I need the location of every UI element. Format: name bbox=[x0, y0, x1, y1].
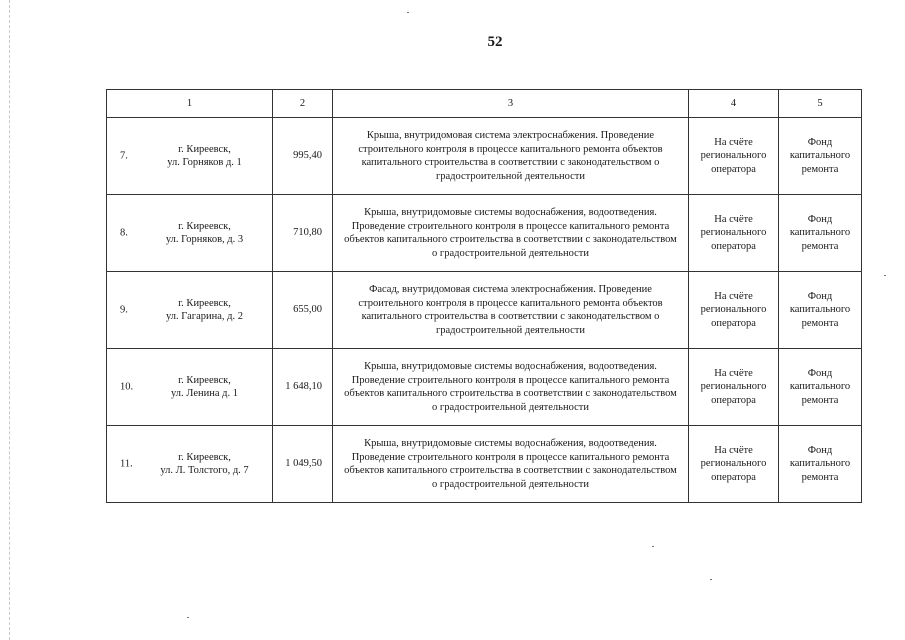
row-number: 9. bbox=[120, 304, 128, 316]
owner-line: регионального bbox=[700, 381, 767, 393]
cost-cell: 995,40 bbox=[273, 118, 333, 195]
work-description-cell: Крыша, внутридомовые системы водоснабжения, водоотведения. Проведение строительного контроля в процессе капитального ремонта объектов капитального строительства в соответствии с законодательством о градостроительной деятельности bbox=[333, 426, 689, 503]
column-header: 4 bbox=[689, 90, 779, 118]
table-row bbox=[107, 118, 862, 195]
fund-line: ремонта bbox=[801, 471, 839, 483]
address-cell bbox=[107, 272, 273, 349]
owner-line: На счёте bbox=[714, 290, 753, 302]
fund-line: капитального bbox=[789, 304, 851, 316]
work-description-cell: Фасад, внутридомовая система электроснабжения. Проведение строительного контроля в процессе капитального ремонта объектов капитального строительства в соответствии с законодательством о градостроительной деятельности bbox=[333, 272, 689, 349]
address-street: ул. Горняков д. 1 bbox=[167, 157, 242, 168]
row-number: 11. bbox=[120, 458, 133, 470]
fund-line: Фонд bbox=[807, 444, 833, 456]
address-cell bbox=[107, 426, 273, 503]
owner-line: оператора bbox=[711, 240, 756, 252]
fund-line: капитального bbox=[789, 227, 851, 239]
address-cell bbox=[107, 195, 273, 272]
scan-speck bbox=[407, 12, 409, 13]
work-description-cell: Крыша, внутридомовая система электроснабжения. Проведение строительного контроля в процессе капитального ремонта объектов капитального строительства в соответствии с законодательством о градостроительной деятельности bbox=[333, 118, 689, 195]
fund-line: капитального bbox=[789, 458, 851, 470]
address-street: ул. Ленина д. 1 bbox=[171, 388, 238, 399]
account-owner-cell bbox=[689, 349, 779, 426]
owner-line: На счёте bbox=[714, 444, 753, 456]
address-cell bbox=[107, 118, 273, 195]
owner-line: оператора bbox=[711, 471, 756, 483]
table-row bbox=[107, 426, 862, 503]
work-description-cell: Крыша, внутридомовые системы водоснабжения, водоотведения. Проведение строительного контроля в процессе капитального ремонта объектов капитального строительства в соответствии с законодательством о градостроительной деятельности bbox=[333, 195, 689, 272]
table-header-row bbox=[107, 90, 862, 118]
scan-speck bbox=[884, 275, 886, 276]
column-header: 5 bbox=[779, 90, 862, 118]
owner-line: оператора bbox=[711, 163, 756, 175]
fund-line: капитального bbox=[789, 381, 851, 393]
owner-line: оператора bbox=[711, 394, 756, 406]
scan-edge-line bbox=[9, 0, 10, 640]
cost-cell: 710,80 bbox=[273, 195, 333, 272]
row-number: 7. bbox=[120, 150, 128, 162]
column-header: 3 bbox=[333, 90, 689, 118]
owner-line: регионального bbox=[700, 458, 767, 470]
scan-speck bbox=[710, 579, 712, 580]
address-city: г. Киреевск, bbox=[178, 220, 231, 232]
scan-speck bbox=[187, 617, 189, 618]
fund-line: ремонта bbox=[801, 394, 839, 406]
fund-line: ремонта bbox=[801, 317, 839, 329]
fund-source-cell bbox=[779, 349, 862, 426]
address-cell bbox=[107, 349, 273, 426]
table-row bbox=[107, 195, 862, 272]
fund-line: капитального bbox=[789, 150, 851, 162]
cost-cell: 655,00 bbox=[273, 272, 333, 349]
repair-works-table bbox=[106, 89, 862, 503]
address-street: ул. Л. Толстого, д. 7 bbox=[160, 465, 249, 476]
fund-source-cell bbox=[779, 195, 862, 272]
fund-source-cell bbox=[779, 272, 862, 349]
owner-line: регионального bbox=[700, 304, 767, 316]
address-street: ул. Гагарина, д. 2 bbox=[166, 311, 243, 322]
address-city: г. Киреевск, bbox=[178, 374, 231, 386]
cost-cell: 1 049,50 bbox=[273, 426, 333, 503]
owner-line: оператора bbox=[711, 317, 756, 329]
account-owner-cell bbox=[689, 118, 779, 195]
address-city: г. Киреевск, bbox=[178, 143, 231, 155]
table-row bbox=[107, 272, 862, 349]
fund-line: Фонд bbox=[807, 290, 833, 302]
scan-speck bbox=[652, 546, 654, 547]
owner-line: На счёте bbox=[714, 213, 753, 225]
page-number: 52 bbox=[487, 34, 503, 50]
table-row bbox=[107, 349, 862, 426]
owner-line: На счёте bbox=[714, 136, 753, 148]
owner-line: На счёте bbox=[714, 367, 753, 379]
fund-line: ремонта bbox=[801, 163, 839, 175]
column-header: 2 bbox=[273, 90, 333, 118]
fund-line: Фонд bbox=[807, 136, 833, 148]
owner-line: регионального bbox=[700, 227, 767, 239]
fund-line: ремонта bbox=[801, 240, 839, 252]
column-header: 1 bbox=[107, 90, 273, 118]
cost-cell: 1 648,10 bbox=[273, 349, 333, 426]
address-city: г. Киреевск, bbox=[178, 297, 231, 309]
account-owner-cell bbox=[689, 426, 779, 503]
account-owner-cell bbox=[689, 195, 779, 272]
account-owner-cell bbox=[689, 272, 779, 349]
row-number: 8. bbox=[120, 227, 128, 239]
address-street: ул. Горняков, д. 3 bbox=[165, 234, 244, 245]
row-number: 10. bbox=[120, 381, 134, 393]
owner-line: регионального bbox=[700, 150, 767, 162]
address-city: г. Киреевск, bbox=[178, 451, 231, 463]
fund-source-cell bbox=[779, 426, 862, 503]
fund-line: Фонд bbox=[807, 213, 833, 225]
fund-line: Фонд bbox=[807, 367, 833, 379]
fund-source-cell bbox=[779, 118, 862, 195]
work-description-cell: Крыша, внутридомовые системы водоснабжения, водоотведения. Проведение строительного контроля в процессе капитального ремонта объектов капитального строительства в соответствии с законодательством о градостроительной деятельности bbox=[333, 349, 689, 426]
